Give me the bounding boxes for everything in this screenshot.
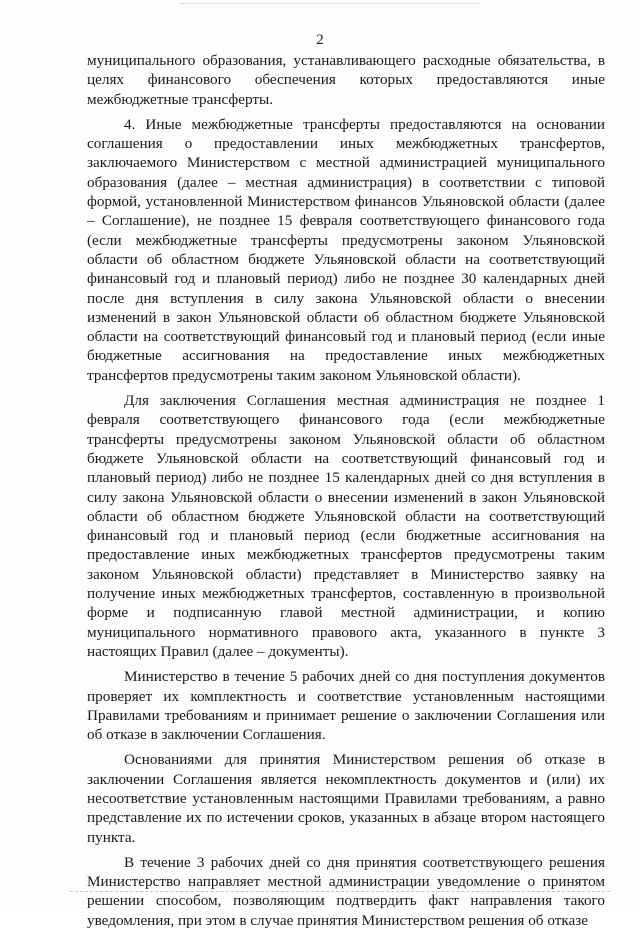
paragraph-refusal-grounds: Основаниями для принятия Министерством решения об отказе в заключении Соглашения является некомплектность документов и (или) их несоответствие установленным настоящими Правилами требованиям, а равно представление их по истечении сроков, указанных в абзаце втором настоящего пункта. [87,751,605,846]
paragraph-review: Министерство в течение 5 рабочих дней со дня поступления документов проверяет их комплектность и соответствие установленным настоящими Правилами требованиям и принимает решение о заключении Соглашения или об отказе в заключении Соглашения. [87,668,605,744]
scan-artifact-bottom [70,891,610,893]
document-body [87,51,605,930]
paragraph-clause-4: 4. Иные межбюджетные трансферты предоставляются на основании соглашения о предоставлении иных межбюджетных трансфертов, заключаемого Министерством с местной администрацией муниципального образования (далее – местная администрация) в соответствии с типовой формой, установленной Министерством финансов Ульяновской области (далее – Соглашение), не позднее 15 февраля соответствующего финансового года (если межбюджетные трансферты предусмотрены законом Ульяновской области об областном бюджете Ульяновской области на соответствующий финансовый год и плановый период) либо не позднее 30 календарных дней после дня вступления в силу закона Ульяновской области о внесении изменений в закон Ульяновской области об областном бюджете Ульяновской области на соответствующий финансовый год и плановый период (если иные бюджетные ассигнования на предоставление иных межбюджетных трансфертов предусмотрены таким законом Ульяновской области). [87,115,605,384]
paragraph-continuation: муниципального образования, устанавливающего расходные обязательства, в целях финансового обеспечения которых предоставляются иные межбюджетные трансферты. [87,52,605,108]
paragraph-application: Для заключения Соглашения местная администрация не позднее 1 февраля соответствующего финансового года (если межбюджетные трансферты предусмотрены законом Ульяновской области об областном бюджете Ульяновской области на соответствующий финансовый год и плановый период) либо не позднее 15 календарных дней со дня вступления в силу закона Ульяновской области о внесении изменений в закон Ульяновской области об областном бюджете Ульяновской области на соответствующий финансовый год и плановый период (если бюджетные ассигнования на предоставление иных межбюджетных трансфертов предусмотрены таким законом Ульяновской области) представляет в Министерство заявку на получение иных межбюджетных трансфертов, составленную в произвольной форме и подписанную главой местной администрации, и копию муниципального нормативного правового акта, указанного в пункте 3 настоящих Правил (далее – документы). [87,392,605,660]
page-number: 2 [316,32,324,48]
scan-artifact-top [180,3,480,5]
paragraph-notification: В течение 3 рабочих дней со дня принятия соответствующего решения Министерство направляет местной администрации уведомление о принятом решении способом, позволяющим подтвердить факт направления такого уведомления, при этом в случае принятия Министерством решения об отказе [87,853,605,929]
